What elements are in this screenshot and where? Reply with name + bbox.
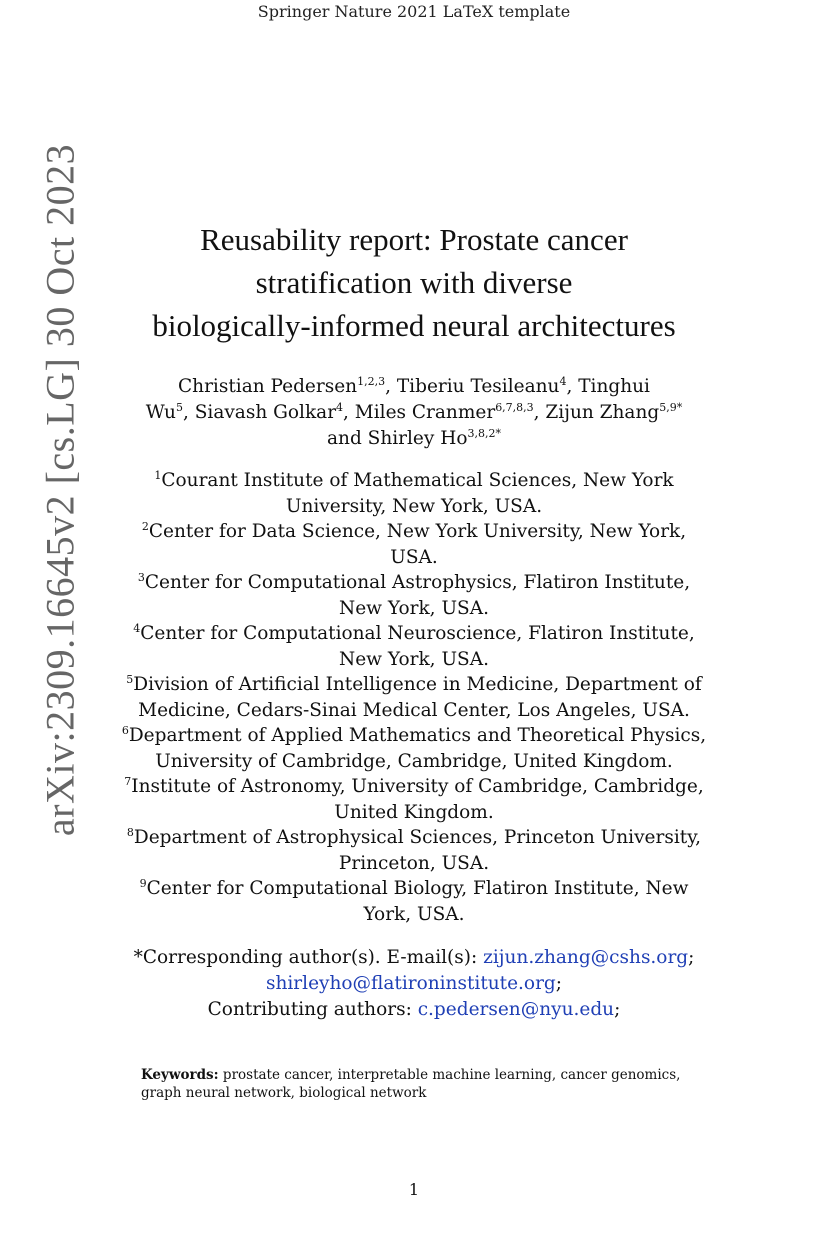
page-number: 1 [408, 1180, 420, 1199]
correspondence-prefix: *Corresponding author(s). E-mail(s): [133, 947, 484, 968]
author-affil-sup: 4 [559, 374, 567, 388]
contributing-line [120, 997, 708, 1023]
author-line [120, 374, 708, 400]
email-separator: ; [555, 973, 562, 994]
author-name: Wu [145, 402, 176, 423]
author-name: and Shirley Ho [327, 428, 468, 449]
affiliation-text: Center for Computational Astrophysics, Flatiron Institute, New York, USA. [144, 572, 691, 619]
affiliation-item [120, 468, 708, 519]
keywords-block [141, 1066, 701, 1102]
affiliation-item [120, 570, 708, 621]
affiliation-text: Center for Computational Biology, Flatiron Institute, New York, USA. [146, 878, 689, 925]
affiliation-number: 6 [121, 723, 129, 737]
affiliation-list [120, 468, 708, 927]
author-name: , Miles Cranmer [343, 402, 496, 423]
author-affil-sup: 6,7,8,3 [495, 400, 534, 414]
paper-title [120, 218, 708, 347]
affiliation-text: Division of Artificial Intelligence in Medicine, Department of Medicine, Cedars-Sinai Medical Center, Los Angeles, USA. [133, 674, 702, 721]
affiliation-text: Institute of Astronomy, University of Cambridge, Cambridge, United Kingdom. [131, 776, 704, 823]
email-separator: ; [614, 999, 621, 1020]
author-affil-sup: 3,8,2* [467, 426, 501, 440]
correspondence-line [120, 971, 708, 997]
email-separator: ; [688, 947, 695, 968]
affiliation-text: Center for Data Science, New York University, New York, USA. [148, 521, 687, 568]
affiliation-item [120, 825, 708, 876]
affiliation-text: Center for Computational Neuroscience, Flatiron Institute, New York, USA. [140, 623, 695, 670]
author-line [120, 426, 708, 452]
affiliation-number: 8 [126, 825, 134, 839]
author-name: , Tiberiu Tesileanu [385, 376, 560, 397]
affiliation-number: 5 [126, 672, 134, 686]
contributing-prefix: Contributing authors: [207, 999, 418, 1020]
email-link[interactable]: shirleyho@flatironinstitute.org [265, 973, 556, 994]
correspondence-block [120, 945, 708, 1023]
author-name: , Zijun Zhang [533, 402, 660, 423]
author-name: Christian Pedersen [178, 376, 358, 397]
affiliation-number: 7 [124, 774, 132, 788]
author-list [120, 374, 708, 452]
keywords-text: prostate cancer, interpretable machine learning, cancer genomics, graph neural network, biological network [141, 1067, 681, 1101]
affiliation-item [120, 723, 708, 774]
email-link[interactable]: c.pedersen@nyu.edu [417, 999, 615, 1020]
affiliation-number: 2 [141, 519, 149, 533]
correspondence-line [120, 945, 708, 971]
arxiv-identifier-stamp: arXiv:2309.16645v2 [cs.LG] 30 Oct 2023 [37, 143, 83, 837]
affiliation-item [120, 519, 708, 570]
author-name: , Siavash Golkar [182, 402, 337, 423]
affiliation-text: Department of Applied Mathematics and Theoretical Physics, University of Cambridge, Cambridge, United Kingdom. [128, 725, 707, 772]
author-affil-sup: 5 [175, 400, 183, 414]
affiliation-item [120, 876, 708, 927]
running-header: Springer Nature 2021 LaTeX template [257, 2, 571, 21]
keywords-label: Keywords: [141, 1067, 219, 1083]
affiliation-item [120, 774, 708, 825]
email-link[interactable]: zijun.zhang@cshs.org [483, 947, 689, 968]
affiliation-number: 1 [154, 468, 162, 482]
affiliation-number: 9 [139, 876, 147, 890]
affiliation-text: Department of Astrophysical Sciences, Princeton University, Princeton, USA. [133, 827, 702, 874]
affiliation-number: 4 [133, 621, 141, 635]
author-name: , Tinghui [566, 376, 650, 397]
author-affil-sup: 1,2,3 [357, 374, 386, 388]
affiliation-item [120, 621, 708, 672]
title-line: Reusability report: Prostate cancer [200, 222, 628, 257]
title-line: stratification with diverse [255, 265, 573, 300]
author-line [120, 400, 708, 426]
affiliation-number: 3 [137, 570, 145, 584]
affiliation-text: Courant Institute of Mathematical Sciences, New York University, New York, USA. [161, 470, 674, 517]
author-affil-sup: 4 [336, 400, 344, 414]
affiliation-item [120, 672, 708, 723]
author-affil-sup: 5,9* [659, 400, 683, 414]
title-line: biologically-informed neural architectures [152, 308, 676, 343]
